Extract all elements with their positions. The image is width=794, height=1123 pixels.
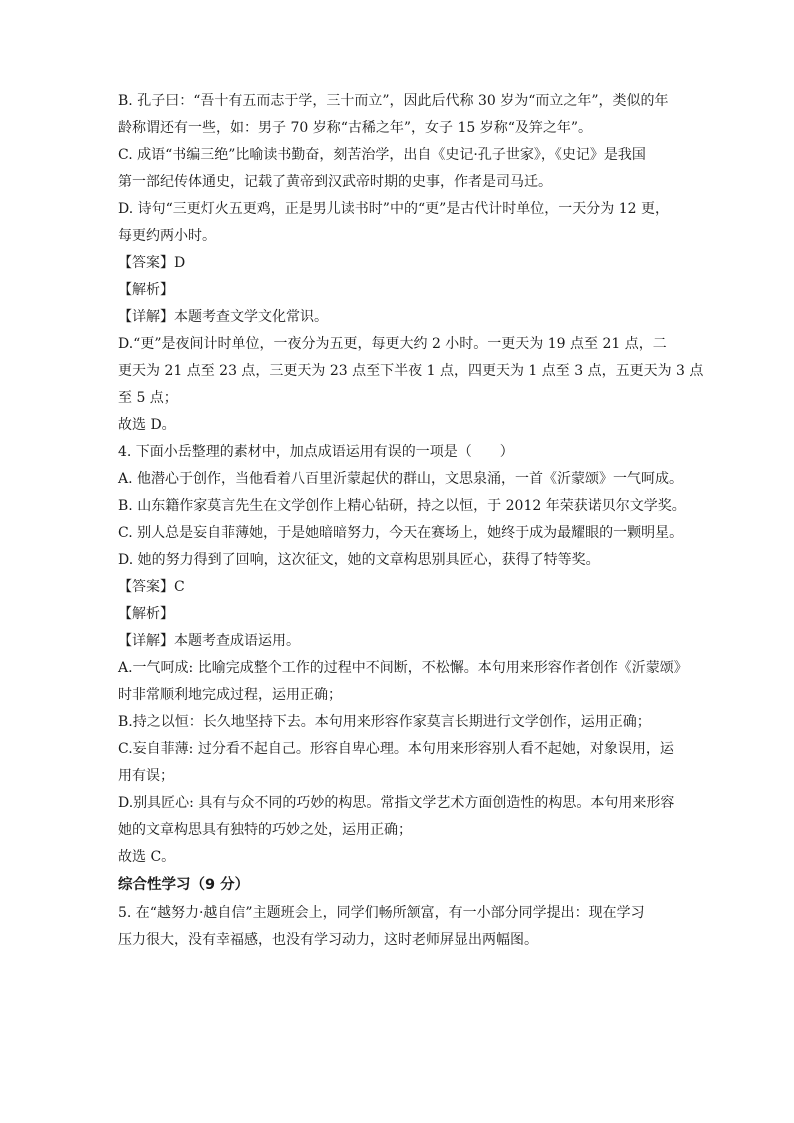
text-line: 压力很大，没有幸福感，也没有学习动力，这时老师屏显出两幅图。 bbox=[118, 932, 538, 948]
answer-label: 【答案】C bbox=[118, 579, 185, 595]
option-c: C. 别人总是妄自菲薄她，于是她暗暗努力，今天在赛场上，她终于成为最耀眼的一颗明星。 bbox=[118, 525, 684, 541]
analysis-label: 【解析】 bbox=[118, 606, 174, 622]
text-line: A.一气呵成: 比喻完成整个工作的过程中不间断，不松懈。本句用来形容作者创作《沂蒙颂》 bbox=[118, 660, 688, 676]
text-line: 龄称谓还有一些，如：男子 70 岁称“古稀之年”，女子 15 岁称“及笄之年”。 bbox=[118, 120, 593, 136]
option-d: D. 她的努力得到了回响，这次征文，她的文章构思别具匠心，获得了特等奖。 bbox=[118, 552, 600, 568]
text-line: D.“更”是夜间计时单位，一夜分为五更，每更大约 2 小时。一更天为 19 点至 21 点，二 bbox=[118, 336, 667, 352]
text-line: 时非常顺利地完成过程，运用正确； bbox=[118, 687, 342, 703]
text-line: D.别具匠心: 具有与众不同的巧妙的构思。常指文学艺术方面创造性的构思。本句用来形容 bbox=[118, 795, 675, 811]
text-line: 更天为 21 点至 23 点，三更天为 23 点至下半夜 1 点，四更天为 1 点至 3 点，五更天为 3 点 bbox=[118, 363, 704, 379]
text-line: 每更约两小时。 bbox=[118, 228, 216, 244]
answer-label: 【答案】D bbox=[118, 255, 186, 271]
text-line: B. 孔子曰：“吾十有五而志于学，三十而立”，因此后代称 30 岁为“而立之年”，类似的年 bbox=[118, 93, 669, 109]
text-line: 用有误； bbox=[118, 768, 174, 784]
text-line: C.妄自菲薄: 过分看不起自己。形容自卑心理。本句用来形容别人看不起她，对象误用，运 bbox=[118, 741, 674, 757]
question-stem: 5. 在“越努力·越自信”主题班会上，同学们畅所颔富，有一小部分同学提出：现在学习 bbox=[118, 905, 645, 921]
text-line: B.持之以恒：长久地坚持下去。本句用来形容作家莫言长期进行文学创作，运用正确； bbox=[118, 714, 651, 730]
section-heading: 综合性学习（9 分） bbox=[118, 877, 250, 893]
detail-label: 【详解】本题考查文学文化常识。 bbox=[118, 309, 328, 325]
detail-label: 【详解】本题考查成语运用。 bbox=[118, 633, 300, 649]
text-line: 至 5 点； bbox=[118, 390, 178, 406]
text-line: 故选 C。 bbox=[118, 849, 176, 865]
text-line: 第一部纪传体通史，记载了黄帝到汉武帝时期的史事，作者是司马迁。 bbox=[118, 174, 552, 190]
analysis-label: 【解析】 bbox=[118, 282, 174, 298]
option-b: B. 山东籍作家莫言先生在文学创作上精心钻研，持之以恒，于 2012 年荣获诺贝尔文学奖。 bbox=[118, 498, 686, 514]
question-stem: 4. 下面小岳整理的素材中，加点成语运用有误的一项是（ ） bbox=[118, 444, 514, 460]
text-line: D. 诗句“三更灯火五更鸡，正是男儿读书时”中的“更”是古代计时单位，一天分为 12 更， bbox=[118, 201, 669, 217]
text-line: 她的文章构思具有独特的巧妙之处，运用正确； bbox=[118, 822, 412, 838]
text-line: C. 成语“书编三绝”比喻读书勤奋，刻苦治学，出自《史记·孔子世家》，《史记》是我国 bbox=[118, 147, 646, 163]
option-a: A. 他潜心于创作，当他看着八百里沂蒙起伏的群山，文思泉涌，一首《沂蒙颂》一气呵成。 bbox=[118, 471, 684, 487]
text-line: 故选 D。 bbox=[118, 417, 176, 433]
document-page bbox=[118, 88, 704, 954]
